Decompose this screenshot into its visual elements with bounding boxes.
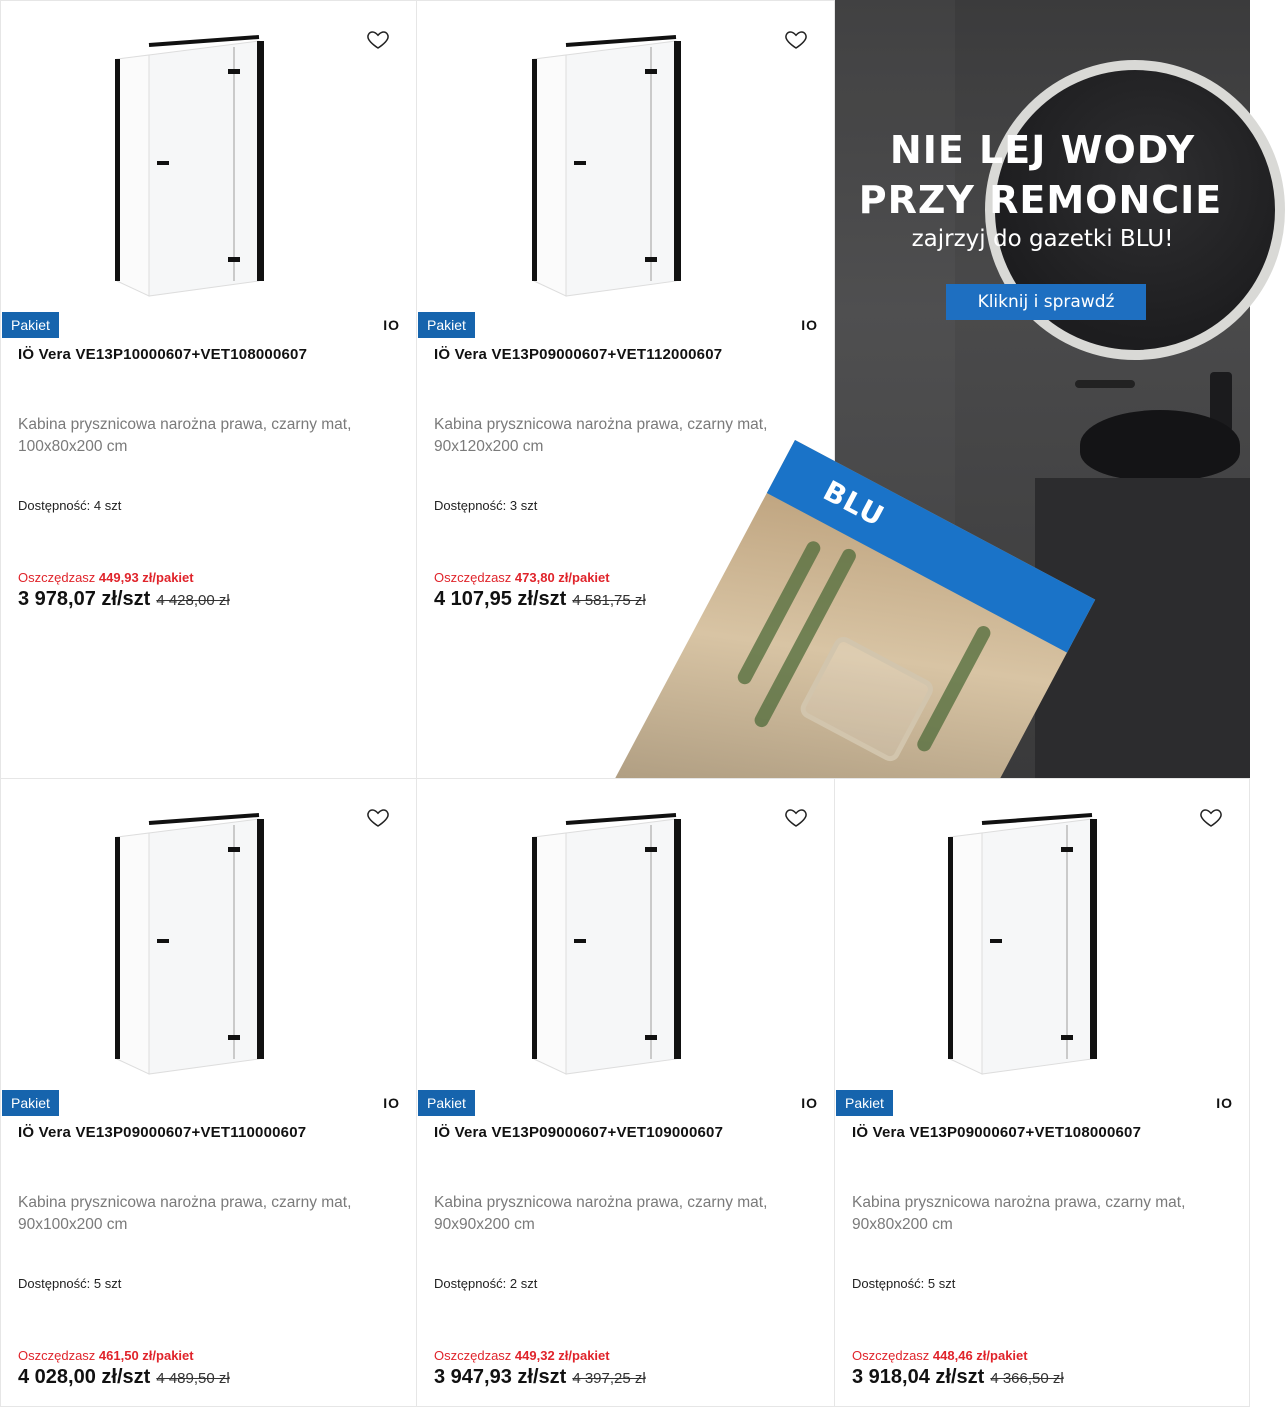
savings-info: Oszczędzasz 448,46 zł/pakiet bbox=[852, 1348, 1028, 1363]
product-image[interactable] bbox=[1, 11, 416, 311]
sink-image bbox=[1080, 410, 1240, 480]
savings-info: Oszczędzasz 473,80 zł/pakiet bbox=[434, 570, 610, 585]
product-title[interactable]: IÖ Vera VE13P09000607+VET108000607 bbox=[852, 1124, 1142, 1141]
price: 3 947,93 zł/szt bbox=[434, 1366, 567, 1388]
old-price: 4 397,25 zł bbox=[572, 1370, 646, 1387]
package-badge: Pakiet bbox=[418, 312, 475, 338]
old-price: 4 428,00 zł bbox=[156, 592, 230, 609]
availability: Dostępność: 4 szt bbox=[18, 498, 122, 513]
brand-label: IO bbox=[801, 1095, 818, 1111]
promo-banner[interactable] bbox=[818, 0, 1250, 778]
product-description: Kabina prysznicowa narożna prawa, czarny mat, 90x100x200 cm bbox=[18, 1194, 352, 1233]
product-description: Kabina prysznicowa narożna prawa, czarny mat, 90x90x200 cm bbox=[434, 1194, 768, 1233]
brand-label: IO bbox=[383, 1095, 400, 1111]
old-price: 4 581,75 zł bbox=[572, 592, 646, 609]
savings-info: Oszczędzasz 449,93 zł/pakiet bbox=[18, 570, 194, 585]
availability: Dostępność: 2 szt bbox=[434, 1276, 538, 1291]
product-title[interactable]: IÖ Vera VE13P09000607+VET110000607 bbox=[18, 1124, 307, 1141]
price-row bbox=[18, 1366, 230, 1389]
price: 4 028,00 zł/szt bbox=[18, 1366, 151, 1388]
blu-logo: BLU bbox=[818, 474, 890, 534]
product-title[interactable]: IÖ Vera VE13P09000607+VET112000607 bbox=[434, 346, 723, 363]
product-card[interactable] bbox=[0, 778, 417, 1407]
faucet-image bbox=[1075, 380, 1135, 388]
price-row bbox=[18, 588, 230, 611]
product-image[interactable] bbox=[1, 789, 416, 1089]
old-price: 4 366,50 zł bbox=[990, 1370, 1064, 1387]
availability: Dostępność: 5 szt bbox=[18, 1276, 122, 1291]
package-badge: Pakiet bbox=[418, 1090, 475, 1116]
brand-label: IO bbox=[383, 317, 400, 333]
product-title[interactable]: IÖ Vera VE13P09000607+VET109000607 bbox=[434, 1124, 724, 1141]
old-price: 4 489,50 zł bbox=[156, 1370, 230, 1387]
package-badge: Pakiet bbox=[836, 1090, 893, 1116]
availability: Dostępność: 5 szt bbox=[852, 1276, 956, 1291]
product-card[interactable] bbox=[834, 778, 1250, 1407]
banner-subline: zajrzyj do gazetki BLU! bbox=[911, 226, 1174, 252]
product-card[interactable] bbox=[0, 0, 417, 779]
product-description: Kabina prysznicowa narożna prawa, czarny mat, 100x80x200 cm bbox=[18, 416, 352, 455]
package-badge: Pakiet bbox=[2, 1090, 59, 1116]
product-image[interactable] bbox=[417, 789, 834, 1089]
savings-info: Oszczędzasz 461,50 zł/pakiet bbox=[18, 1348, 194, 1363]
savings-info: Oszczędzasz 449,32 zł/pakiet bbox=[434, 1348, 610, 1363]
price-row bbox=[852, 1366, 1064, 1389]
product-image[interactable] bbox=[417, 11, 834, 311]
availability: Dostępność: 3 szt bbox=[434, 498, 538, 513]
product-description: Kabina prysznicowa narożna prawa, czarny mat, 90x120x200 cm bbox=[434, 416, 768, 455]
product-card[interactable] bbox=[416, 778, 835, 1407]
brand-label: IO bbox=[801, 317, 818, 333]
banner-cta-button[interactable]: Kliknij i sprawdź bbox=[946, 284, 1146, 320]
price: 3 918,04 zł/szt bbox=[852, 1366, 985, 1388]
price-row bbox=[434, 1366, 646, 1389]
product-description: Kabina prysznicowa narożna prawa, czarny mat, 90x80x200 cm bbox=[852, 1194, 1186, 1233]
package-badge: Pakiet bbox=[2, 312, 59, 338]
brand-label: IO bbox=[1216, 1095, 1233, 1111]
product-title[interactable]: IÖ Vera VE13P10000607+VET108000607 bbox=[18, 346, 308, 363]
price: 4 107,95 zł/szt bbox=[434, 588, 567, 610]
price: 3 978,07 zł/szt bbox=[18, 588, 151, 610]
product-image[interactable] bbox=[835, 789, 1249, 1089]
banner-headline: NIE LEJ WODY bbox=[889, 128, 1196, 172]
banner-headline: PRZY REMONCIE bbox=[858, 178, 1223, 222]
price-row bbox=[434, 588, 646, 611]
